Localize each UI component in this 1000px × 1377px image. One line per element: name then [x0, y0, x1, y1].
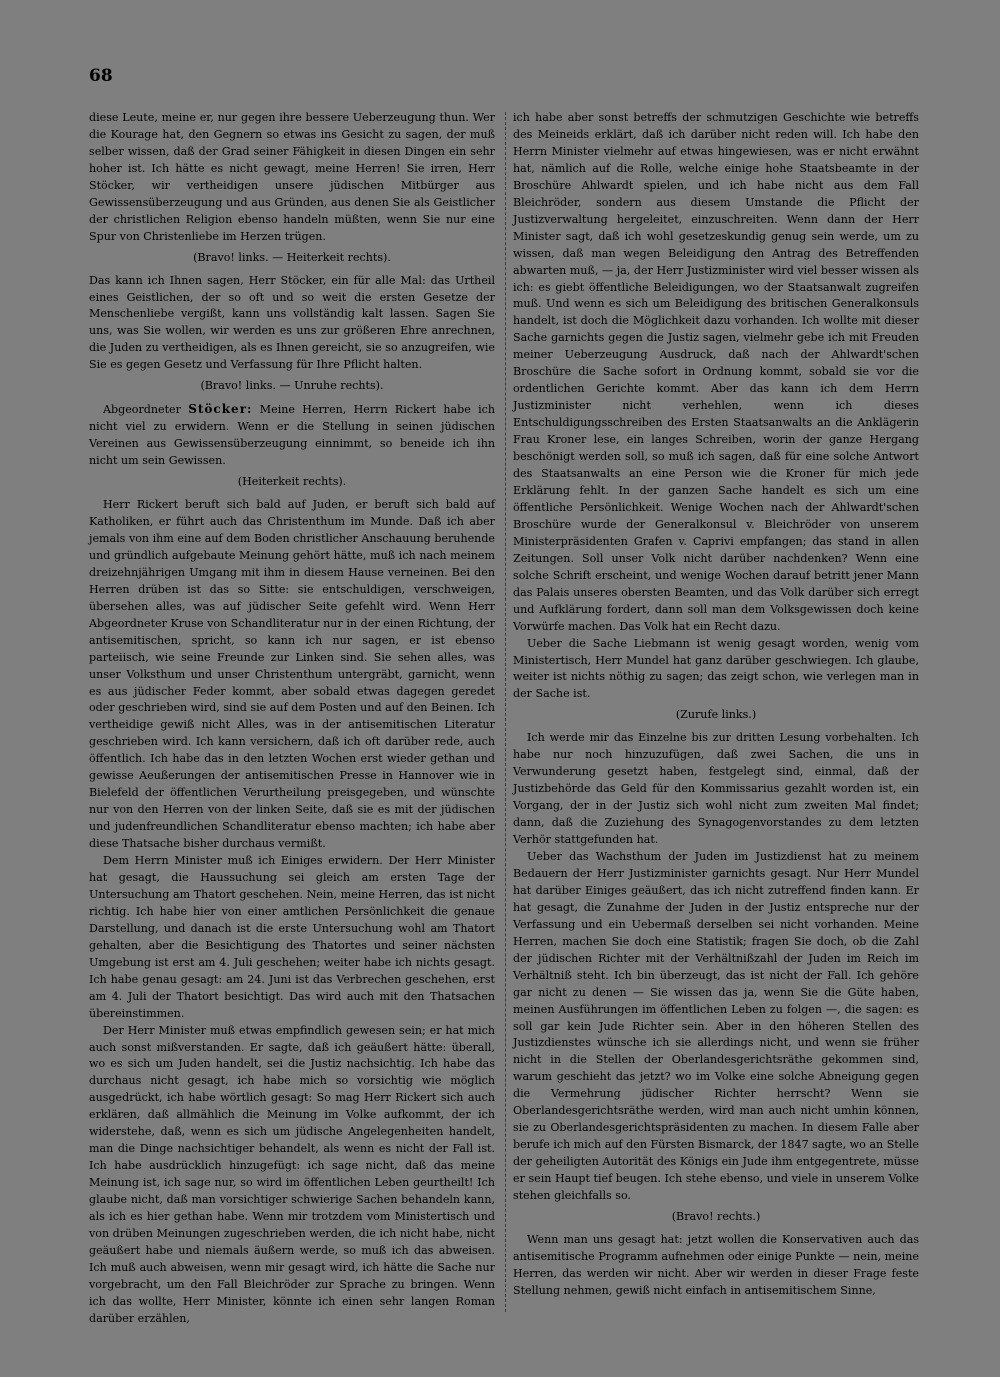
paragraph: Ueber die Sache Liebmann ist wenig gesagt worden, wenig vom Ministertisch, Herr Mundel hat ganz darüber geschwiegen. Ich glaube, weiter ist nichts nöthig zu sagen; das zeigt schon, wie verlegen man in der Sache ist.: [513, 636, 919, 701]
column-divider: [505, 112, 506, 1312]
interjection: (Bravo! links. — Unruhe rechts).: [200, 379, 384, 393]
paragraph: Der Herr Minister muß etwas empfindlich gewesen sein; er hat mich auch sonst mißverstanden. Er sagte, daß ich geäußert hätte: überall, wo es sich um Juden handelt, sei die Justiz nachsichtig. Ich habe das durchaus nicht gesagt, ich habe mich so vorsichtig wie möglich ausgedrückt, ich habe wörtlich gesagt: So mag Herr Rickert sich auch erklären, daß allmählich die Meinung im Volke aufkommt, der ich widerstehe, daß, wenn es sich um jüdische Angelegenheiten handelt, man die Dinge nachsichtiger behandelt, als wenn es nicht der Fall ist. Ich habe ausdrücklich hinzugefügt: ich sage nicht, daß das meine Meinung ist, ich sage nur, so wird im öffentlichen Leben geurtheilt! Ich glaube nicht, daß man vorsichtiger schwierige Sachen behandeln kann, als ich es hier gethan habe. Wenn mir trotzdem vom Ministertisch und von drüben Meinungen zugeschrieben werden, die ich nicht habe, nicht geäußert habe und niemals äußern werde, so muß ich das abweisen. Ich muß auch abweisen, wenn mir gesagt wird, ich hätte die Sache nur vorgebracht, um den Fall Bleichröder zur Sprache zu bringen. Wenn ich das wollte, Herr Minister, könnte ich einen sehr langen Roman darüber erzählen,: [89, 1023, 495, 1325]
left-column: [89, 110, 495, 1328]
interjection: (Bravo! rechts.): [671, 1210, 761, 1223]
speech-text: Meine Herren, Herrn Rickert habe ich nicht viel zu erwidern. Wenn er die Stellung in seinen jüdischen Vereinen aus Gewissensüberzeugung einnimmt, so beneide ich ihn nicht um sein Gewissen.: [89, 403, 496, 468]
interjection: (Zurufe links.): [675, 708, 757, 722]
paragraph: Herr Rickert beruft sich bald auf Juden, er beruft sich bald auf Katholiken, er führt auch das Christenthum im Munde. Daß ich aber jemals von ihm eine auf dem Boden christlicher Anschauung beruhende und gründlich aufgebaute Meinung gehört hätte, muß ich nach meinem dreizehnjährigen Umgang mit ihm in diesem Hause verneinen. Bei den Herren drüben ist das so Sitte: sie entschuldigen, verschweigen, übersehen alles, was auf jüdischer Seite gefehlt wird. Wenn Herr Abgeordneter Kruse von Schandliteratur nur in der einen Richtung, der antisemitischen, spricht, so kann ich nur sagen, er ist ebenso parteiisch, wie seine Freunde zur Linken sind. Sie sehen alles, was unser Volksthum und unser Christenthum untergräbt, garnicht, wenn es aus jüdischer Feder kommt, aber sobald etwas dagegen geredet oder geschrieben wird, sind sie auf dem Posten und auf den Beinen. Ich vertheidige gewiß nicht Alles, was in der antisemitischen Literatur geschrieben wird. Ich kann versichern, daß ich oft darüber rede, auch öffentlich. Ich habe das in den letzten Wochen erst wieder gethan und gewisse Aeußerungen der antisemitischen Presse in Hannover wie in Bielefeld der öffentlichen Verurtheilung preisgegeben, und wünschte nur von den Herren von der linken Seite, daß sie es mit der jüdischen und judenfreundlichen Schandliteratur ebenso machten; ich habe aber diese Thatsache bisher durchaus vermißt.: [89, 498, 495, 851]
paragraph: Ueber das Wachsthum der Juden im Justizdienst hat zu meinem Bedauern der Herr Justizminister garnichts gesagt. Nur Herr Mundel hat darüber Einiges geäußert, das ich nicht zutreffend finden kann. Er hat gesagt, die Zunahme der Juden in der Justiz entspreche nur der Verfassung und ein Uebermaß derselben sei nicht vorhanden. Meine Herren, machen Sie doch eine Statistik; fragen Sie doch, ob die Zahl der jüdischen Richter mit der Verhältnißzahl der Juden im Reich im Verhältniß steht. Ich bin überzeugt, das ist nicht der Fall. Ich gehöre gar nicht zu denen — Sie wissen das ja, wenn Sie die Güte haben, meinen Ausführungen im öffentlichen Leben zu folgen —, die sagen: es soll gar kein Jude Richter sein. Aber in den höheren Stellen des Justizdienstes wünsche ich sie allerdings nicht, und wenn sie früher nicht in die Stellen der Oberlandesgerichtsräthe gekommen sind, warum geschieht das jetzt? wo im Volke eine solche Abneigung gegen die Vermehrung jüdischer Richter herrscht? Wenn sie Oberlandesgerichtsräthe werden, wird man auch nicht umhin können, sie zu Oberlandesgerichtspräsidenten zu machen. In diesem Falle aber berufe ich mich auf den Fürsten Bismarck, der 1847 sagte, wo an Stelle der geheiligten Autorität des Königs ein Jude ihm entgegentrete, müsse er sein Haupt tief beugen. Ich stehe ebenso, und viele in unserem Volke stehen gleichfalls so.: [513, 849, 919, 1203]
right-column: [513, 110, 919, 1300]
speech-paragraph: [89, 401, 495, 470]
page-number: 68: [89, 66, 113, 86]
paragraph: Ich werde mir das Einzelne bis zur dritten Lesung vorbehalten. Ich habe nur noch hinzuzufügen, daß zwei Sachen, die uns in Verwunderung gesetzt haben, festgelegt sind, einmal, daß der Justizbehörde das Geld für den Kommissarius gezahlt worden ist, ein Vorgang, der in der Justiz sich wohl nicht zum zweiten Mal findet; dann, daß die Zuziehung des Synagogenvorstandes zu dem letzten Verhör stattgefunden hat.: [513, 731, 919, 847]
interjection: (Bravo! links. — Heiterkeit rechts).: [193, 250, 391, 264]
paragraph: Wenn man uns gesagt hat: jetzt wollen die Konservativen auch das antisemitische Programm aufnehmen oder einige Punkte — nein, meine Herren, das werden wir nicht. Aber wir werden in dieser Frage feste Stellung nehmen, gewiß nicht einfach in antisemitischem Sinne,: [513, 1232, 919, 1297]
paragraph: Dem Herrn Minister muß ich Einiges erwidern. Der Herr Minister hat gesagt, die Haussuchung sei gleich am ersten Tage der Untersuchung am Thatort geschehen. Nein, meine Herren, das ist nicht richtig. Ich habe hier von einer amtlichen Persönlichkeit die genaue Darstellung, und danach ist die erste Untersuchung wohl am Thatort gehalten, aber die Besichtigung des Thatortes und seiner nächsten Umgebung ist erst am 4. Juli geschehen; weiter habe ich nichts gesagt. Ich habe genau gesagt: am 24. Juni ist das Verbrechen geschehen, erst am 4. Juli der Thatort besichtigt. Das wird auch mit den Thatsachen übereinstimmen.: [89, 854, 495, 1020]
paragraph: Das kann ich Ihnen sagen, Herr Stöcker, ein für alle Mal: das Urtheil eines Geistlichen, der so oft und so weit die ersten Gesetze der Menschenliebe vergißt, kann uns vollständig kalt lassen. Sagen Sie uns, was Sie wollen, wir werden es uns zur größeren Ehre anrechnen, die Juden zu vertheidigen, als es Ihnen gereicht, sie so anzugreifen, wie Sie es gegen Gesetz und Verfassung für Ihre Pflicht halten.: [89, 273, 495, 372]
speaker-name: Stöcker:: [188, 402, 253, 417]
interjection: (Heiterkeit rechts).: [237, 475, 347, 489]
paragraph: ich habe aber sonst betreffs der schmutzigen Geschichte wie betreffs des Meineids erklärt, daß ich darüber nicht reden will. Ich habe den Herrn Minister vielmehr auf etwas hingewiesen, was er nicht erwähnt hat, nämlich auf die Rolle, welche einige hohe Staatsbeamte in der Broschüre Ahlwardt spielen, und ich habe nicht aus dem Fall Bleichröder, sondern aus diesem Umstande die Pflicht der Justizverwaltung hergeleitet, einzuschreiten. Wenn dann der Herr Minister sagt, daß ich wohl gesetzeskundig genug sein werde, um zu wissen, daß man wegen Beleidigung den Antrag des Betreffenden abwarten muß, — ja, der Herr Justizminister wird viel besser wissen als ich: es giebt öffentliche Beleidigungen, wo der Staatsanwalt zugreifen muß. Und wenn es sich um Beleidigung des britischen Generalkonsuls handelt, ist doch die Möglichkeit dazu vorhanden. Ich wollte mit dieser Sache garnichts gegen die Justiz sagen, vielmehr gebe ich mit Freuden meiner Ueberzeugung Ausdruck, daß nach der Ahlwardt'schen Broschüre die Sache sofort in Ordnung kommt, sobald sie vor die ordentlichen Gerichte kommt. Aber das kann ich dem Herrn Justizminister nicht verhehlen, wenn ich dieses Entschuldigungsschreiben des Ersten Staatsanwalts an die Anklägerin Frau Kroner lese, ein langes Schreiben, worin der ganze Hergang beschönigt werden soll, so muß ich sagen, daß für eine solche Antwort des Staatsanwalts an eine Person wie die Kroner für mich jede Erklärung fehlt. In der ganzen Sache handelt es sich um eine öffentliche Persönlichkeit. Wenige Wochen nach der Ahlwardt'schen Broschüre wurde der Generalkonsul v. Bleichröder von unserem Ministerpräsidenten Grafen v. Caprivi empfangen; das stand in allen Zeitungen. Soll unser Volk nicht darüber nachdenken? Wenn eine solche Schrift erscheint, und wenige Wochen darauf betritt jener Mann das Palais unseres obersten Beamten, und das Volk darüber sich erregt und Aufklärung fordert, dann soll man dem Volksgewissen doch keine Vorwürfe machen. Das Volk hat ein Recht dazu.: [513, 111, 919, 633]
speaker-title: Abgeordneter: [103, 403, 181, 417]
paragraph: diese Leute, meine er, nur gegen ihre bessere Ueberzeugung thun. Wer die Kourage hat, den Gegnern so etwas ins Gesicht zu sagen, der muß selber wissen, daß der Grad seiner Fähigkeit in diesen Dingen ein sehr hoher ist. Ich hätte es nicht gewagt, meine Herren! Sie irren, Herr Stöcker, wir vertheidigen unsere jüdischen Mitbürger aus Gewissensüberzeugung und aus Gründen, aus denen Sie als Geistlicher der christlichen Religion ebenso handeln müßten, wenn Sie nur eine Spur von Christenliebe im Herzen trügen.: [89, 111, 495, 243]
